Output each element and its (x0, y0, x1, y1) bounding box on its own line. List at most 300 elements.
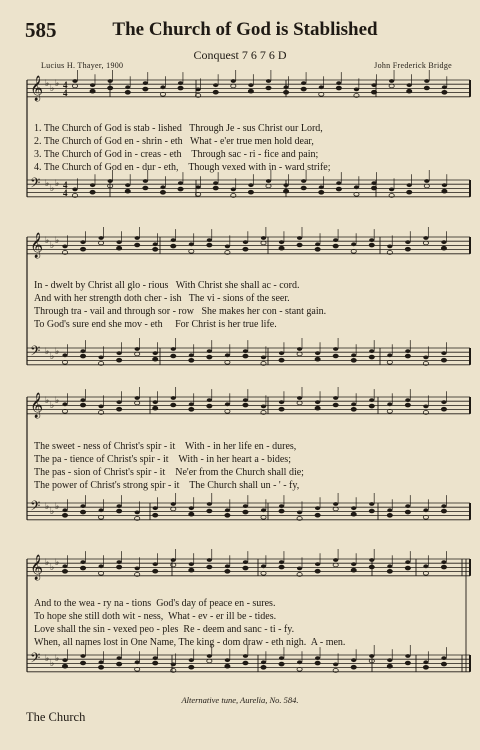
note-head (80, 247, 85, 251)
lyric-line: In - dwelt by Christ all glo - rious With Christ she shall ac - cord. (34, 280, 300, 291)
note-head (178, 86, 183, 90)
note-head (153, 661, 158, 665)
note-head (62, 664, 67, 668)
note-head (80, 349, 85, 353)
note-head (207, 398, 212, 402)
note-head (117, 504, 122, 508)
note-head (189, 242, 194, 246)
flat-sign: ♭ (55, 78, 60, 88)
note-head (333, 507, 338, 511)
note-head (196, 185, 201, 189)
note-head (333, 396, 338, 400)
note-head (213, 181, 218, 185)
note-head (387, 569, 392, 573)
note-head (160, 190, 165, 194)
note-head (333, 354, 338, 358)
flat-sign: ♭ (45, 178, 50, 188)
note-head (351, 407, 356, 411)
note-head (441, 656, 446, 660)
note-head (90, 183, 95, 187)
note-head (62, 402, 67, 406)
note-head (189, 665, 194, 669)
treble-clef: 𝄞 (30, 233, 44, 258)
flat-sign: ♭ (45, 78, 50, 88)
note-head (125, 90, 130, 94)
note-head (333, 563, 338, 567)
note-head (266, 179, 271, 183)
note-head (319, 85, 324, 89)
note-head (387, 658, 392, 662)
note-head (261, 564, 266, 568)
flat-sign: ♭ (45, 235, 50, 245)
note-head (389, 188, 394, 192)
note-head (135, 396, 140, 400)
note-head (315, 562, 320, 566)
note-head (336, 181, 341, 185)
note-head (351, 353, 356, 357)
treble-clef: 𝄞 (30, 76, 44, 101)
note-head (125, 189, 130, 193)
note-head (441, 509, 446, 513)
note-head (369, 398, 374, 402)
note-head (243, 403, 248, 407)
note-head (315, 569, 320, 573)
hymn-title: The Church of God is Stablished (112, 19, 378, 40)
note-head (125, 85, 130, 89)
note-head (80, 510, 85, 514)
note-head (80, 661, 85, 665)
bass-clef: 𝄢 (30, 175, 41, 194)
note-head (108, 86, 113, 90)
note-head (279, 400, 284, 404)
note-head (261, 241, 266, 245)
note-head (207, 243, 212, 247)
note-head (225, 513, 230, 517)
note-head (441, 407, 446, 411)
note-head (153, 242, 158, 246)
note-head (387, 353, 392, 357)
note-head (62, 658, 67, 662)
note-head (297, 511, 302, 515)
flat-sign: ♭ (55, 346, 60, 356)
flat-sign: ♭ (55, 501, 60, 511)
note-head (279, 246, 284, 250)
note-head (62, 353, 67, 357)
note-head (369, 509, 374, 513)
note-head (189, 568, 194, 572)
note-head (189, 402, 194, 406)
note-head (351, 506, 356, 510)
note-head (80, 654, 85, 658)
note-head (125, 183, 130, 187)
note-head (266, 184, 271, 188)
flat-sign: ♭ (45, 653, 50, 663)
note-head (178, 81, 183, 85)
note-head (351, 658, 356, 662)
note-head (80, 354, 85, 358)
note-head (98, 665, 103, 669)
note-head (369, 654, 374, 658)
note-head (207, 349, 212, 353)
note-head (243, 504, 248, 508)
note-head (225, 402, 230, 406)
note-head (248, 190, 253, 194)
note-head (387, 245, 392, 249)
note-head (143, 87, 148, 91)
lyric-line: The power of Christ's strong spir - it The Church shall un - ' - fy, (34, 480, 300, 491)
note-head (351, 665, 356, 669)
note-head (369, 502, 374, 506)
note-head (279, 656, 284, 660)
note-head (243, 510, 248, 514)
note-head (315, 357, 320, 361)
note-head (389, 79, 394, 83)
note-head (369, 349, 374, 353)
note-head (117, 565, 122, 569)
flat-sign: ♭ (55, 178, 60, 188)
note-head (225, 658, 230, 662)
flat-sign: ♭ (55, 653, 60, 663)
note-head (207, 502, 212, 506)
note-head (261, 660, 266, 664)
author-credit: Lucius H. Thayer, 1900 (41, 61, 124, 70)
note-head (407, 183, 412, 187)
note-head (369, 558, 374, 562)
note-head (441, 560, 446, 564)
flat-sign: ♭ (50, 240, 55, 250)
note-head (225, 508, 230, 512)
time-signature: 4 (63, 88, 68, 98)
note-head (261, 405, 266, 409)
note-head (213, 186, 218, 190)
note-head (351, 242, 356, 246)
note-head (387, 564, 392, 568)
hymn-number: 585 (25, 18, 57, 42)
note-head (231, 188, 236, 192)
note-head (441, 565, 446, 569)
note-head (171, 563, 176, 567)
note-head (336, 86, 341, 90)
note-head (283, 90, 288, 94)
note-head (315, 400, 320, 404)
note-head (441, 351, 446, 355)
note-head (371, 90, 376, 94)
note-head (441, 358, 446, 362)
note-head (189, 506, 194, 510)
note-head (301, 186, 306, 190)
note-head (207, 565, 212, 569)
note-head (405, 661, 410, 665)
note-head (117, 400, 122, 404)
note-head (424, 86, 429, 90)
note-head (301, 179, 306, 183)
note-head (231, 84, 236, 88)
note-head (153, 513, 158, 517)
note-head (423, 564, 428, 568)
note-head (405, 240, 410, 244)
note-head (369, 565, 374, 569)
note-head (297, 236, 302, 240)
note-head (117, 560, 122, 564)
note-head (117, 656, 122, 660)
note-head (135, 243, 140, 247)
note-head (117, 240, 122, 244)
note-head (333, 347, 338, 351)
note-head (441, 400, 446, 404)
note-head (171, 502, 176, 506)
note-head (405, 247, 410, 251)
note-head (279, 560, 284, 564)
note-head (261, 508, 266, 512)
note-head (80, 403, 85, 407)
note-head (243, 654, 248, 658)
note-head (98, 241, 103, 245)
time-signature: 4 (63, 188, 68, 198)
note-head (333, 238, 338, 242)
note-head (80, 560, 85, 564)
note-head (160, 185, 165, 189)
note-head (351, 562, 356, 566)
note-head (108, 79, 113, 83)
note-head (189, 353, 194, 357)
section-footer: The Church (26, 710, 86, 724)
note-head (405, 403, 410, 407)
note-head (279, 565, 284, 569)
note-head (153, 400, 158, 404)
note-head (405, 504, 410, 508)
note-head (98, 236, 103, 240)
note-head (171, 558, 176, 562)
note-head (369, 355, 374, 359)
note-head (189, 358, 194, 362)
note-head (225, 664, 230, 668)
alternative-tune-note: Alternative tune, Aurelia, No. 584. (181, 695, 299, 705)
flat-sign: ♭ (50, 83, 55, 93)
note-head (297, 567, 302, 571)
note-head (407, 89, 412, 93)
note-head (405, 354, 410, 358)
note-head (333, 403, 338, 407)
note-head (178, 181, 183, 185)
note-head (171, 238, 176, 242)
lyric-line: And with her strength doth cher - ish The vi - sions of the seer. (34, 293, 290, 304)
note-head (117, 407, 122, 411)
lyric-line: The sweet - ness of Christ's spir - it With - in her life en - dures, (34, 441, 297, 452)
note-head (297, 401, 302, 405)
tune-name: Conquest 7 6 7 6 D (193, 48, 287, 62)
note-head (153, 247, 158, 251)
note-head (297, 243, 302, 247)
note-head (387, 513, 392, 517)
note-head (351, 358, 356, 362)
note-head (279, 240, 284, 244)
note-head (315, 351, 320, 355)
note-head (171, 663, 176, 667)
note-head (108, 179, 113, 183)
note-head (80, 566, 85, 570)
note-head (80, 240, 85, 244)
note-head (117, 246, 122, 250)
note-head (423, 241, 428, 245)
note-head (143, 81, 148, 85)
note-head (207, 509, 212, 513)
note-head (248, 183, 253, 187)
note-head (62, 569, 67, 573)
note-head (160, 85, 165, 89)
note-head (297, 396, 302, 400)
note-head (407, 190, 412, 194)
lyric-line: 1. The Church of God is stab - lished Through Je - sus Christ our Lord, (34, 123, 323, 134)
note-head (315, 247, 320, 251)
note-head (261, 236, 266, 240)
note-head (171, 403, 176, 407)
note-head (387, 664, 392, 668)
bass-clef: 𝄢 (30, 650, 41, 669)
note-head (423, 665, 428, 669)
note-head (369, 243, 374, 247)
note-head (387, 402, 392, 406)
note-head (279, 504, 284, 508)
note-head (98, 405, 103, 409)
note-head (135, 236, 140, 240)
note-head (80, 398, 85, 402)
lyric-line: 3. The Church of God in - creas - eth Through sac - ri - fice and pain; (34, 149, 319, 160)
lyric-line: To God's sure end she mov - eth For Christ is her true life. (34, 319, 277, 330)
note-head (351, 402, 356, 406)
lyric-line: To hope she still doth wit - ness, What - ev - er ill be - tides. (34, 611, 277, 622)
note-head (207, 238, 212, 242)
note-head (98, 356, 103, 360)
note-head (72, 79, 77, 83)
note-head (243, 349, 248, 353)
note-head (243, 240, 248, 244)
note-head (62, 513, 67, 517)
note-head (297, 347, 302, 351)
bass-clef: 𝄢 (30, 343, 41, 362)
note-head (171, 507, 176, 511)
note-head (153, 656, 158, 660)
note-head (207, 654, 212, 658)
note-head (333, 663, 338, 667)
flat-sign: ♭ (50, 400, 55, 410)
note-head (336, 187, 341, 191)
note-head (153, 357, 158, 361)
note-head (135, 567, 140, 571)
note-head (441, 504, 446, 508)
note-head (196, 88, 201, 92)
note-head (333, 558, 338, 562)
note-head (171, 347, 176, 351)
lyric-line: 2. The Church of God en - shrin - eth What - e'er true men hold dear, (34, 136, 314, 147)
note-head (153, 569, 158, 573)
note-head (315, 513, 320, 517)
flat-sign: ♭ (50, 351, 55, 361)
time-signature: 4 (63, 80, 68, 90)
note-head (442, 85, 447, 89)
note-head (297, 660, 302, 664)
note-head (171, 396, 176, 400)
note-head (279, 358, 284, 362)
note-head (80, 504, 85, 508)
note-head (135, 347, 140, 351)
note-head (261, 356, 266, 360)
note-head (315, 406, 320, 410)
note-head (297, 352, 302, 356)
treble-clef: 𝄞 (30, 393, 44, 418)
note-head (423, 508, 428, 512)
flat-sign: ♭ (45, 557, 50, 567)
note-head (423, 236, 428, 240)
note-head (90, 83, 95, 87)
note-head (62, 245, 67, 249)
note-head (171, 354, 176, 358)
note-head (189, 512, 194, 516)
note-head (301, 87, 306, 91)
note-head (207, 404, 212, 408)
note-head (143, 186, 148, 190)
note-head (213, 83, 218, 87)
note-head (62, 564, 67, 568)
note-head (369, 404, 374, 408)
note-head (72, 188, 77, 192)
lyric-line: The pa - tience of Christ's spir - it With - in her heart a - bides; (34, 454, 291, 465)
note-head (387, 508, 392, 512)
note-head (117, 351, 122, 355)
note-head (135, 401, 140, 405)
note-head (279, 407, 284, 411)
note-head (243, 566, 248, 570)
flat-sign: ♭ (45, 346, 50, 356)
composer-credit: John Frederick Bridge (374, 61, 452, 70)
note-head (371, 83, 376, 87)
bass-clef: 𝄢 (30, 498, 41, 517)
lyric-line: The pas - sion of Christ's spir - it Ne'er from the Church shall die; (34, 467, 304, 478)
lyric-line: Through tra - vail and through sor - row She makes her con - stant gain. (34, 306, 327, 317)
note-head (405, 398, 410, 402)
note-head (135, 511, 140, 515)
note-head (266, 79, 271, 83)
note-head (117, 509, 122, 513)
flat-sign: ♭ (50, 506, 55, 516)
note-head (405, 560, 410, 564)
note-head (225, 564, 230, 568)
note-head (369, 238, 374, 242)
note-head (423, 405, 428, 409)
flat-sign: ♭ (50, 562, 55, 572)
note-head (207, 355, 212, 359)
note-head (90, 89, 95, 93)
note-head (279, 509, 284, 513)
time-signature: 4 (63, 180, 68, 190)
note-head (424, 79, 429, 83)
note-head (248, 83, 253, 87)
note-head (153, 351, 158, 355)
note-head (243, 661, 248, 665)
note-head (279, 351, 284, 355)
note-head (351, 568, 356, 572)
lyric-line: And to the wea - ry na - tions God's day of peace en - sures. (34, 598, 276, 609)
treble-clef: 𝄞 (30, 555, 44, 580)
note-head (135, 352, 140, 356)
note-head (266, 86, 271, 90)
note-head (315, 242, 320, 246)
note-head (315, 656, 320, 660)
note-head (333, 502, 338, 506)
note-head (72, 84, 77, 88)
note-head (189, 658, 194, 662)
note-head (423, 660, 428, 664)
note-head (153, 506, 158, 510)
